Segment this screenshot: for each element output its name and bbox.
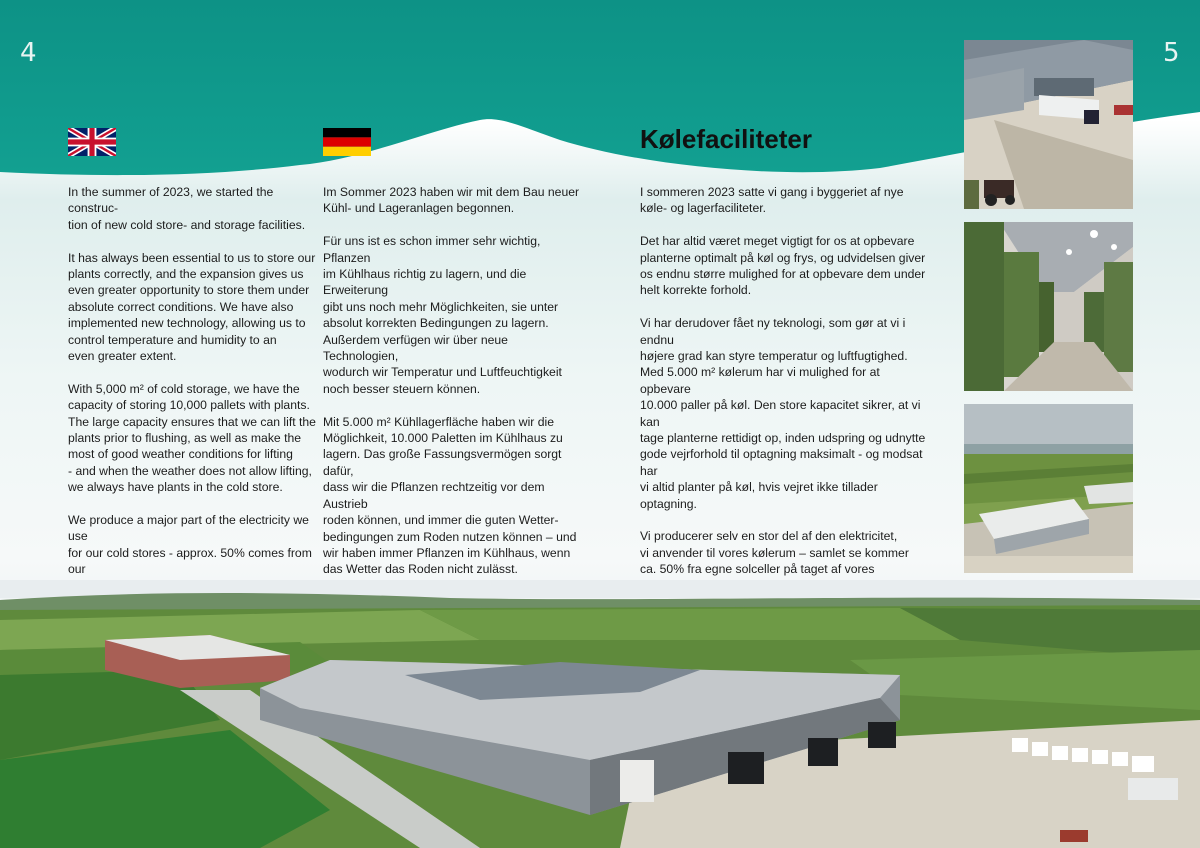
photo-cold-store-interior <box>964 222 1133 391</box>
page-title: Kølefaciliteter <box>640 124 812 154</box>
page-number-right: 5 <box>1163 38 1180 68</box>
danish-paragraph: I sommeren 2023 satte vi gang i byggeriet af nye køle- og lagerfaciliteter. <box>640 185 904 216</box>
danish-paragraph: Vi producerer selv en stor del af den elektricitet, vi anvender til vores kølerum – samlet se kommer ca. 50% fra egne solceller på taget af vores <box>640 529 909 577</box>
english-paragraph: It has always been essential to us to store our plants correctly, and the expansion gives us even greater opportunity to store them under absolute correct conditions. We have also implemented new technology, allowing us to control temperature and humidity to an even greater extent. <box>68 250 316 364</box>
photo-warehouse-yard <box>964 40 1133 209</box>
danish-paragraph: Det har altid været meget vigtigt for os at opbevare planterne optimalt på køl og frys, og udvidelsen giver os endnu større mulighed for at opbevare dem under helt korrekte forhold. <box>640 234 926 298</box>
germany-flag-icon <box>323 128 371 156</box>
english-paragraph: In the summer of 2023, we started the construc- tion of new cold store- and storage facilities. <box>68 185 306 232</box>
danish-paragraph: Vi har derudover fået ny teknologi, som gør at vi i endnu højere grad kan styre temperatur og luftfugtighed. Med 5.000 m² kølerum har vi mulighed for at opbevare 10.000 paller på køl. Den store kapacitet sikrer, at vi kan tage planterne rettidigt op, inden udspring og udnytte gode vejrforhold til optagning maksimalt - og modsat har vi altid planter på køl, hvis vejret ikke tillader optagning. <box>640 316 926 511</box>
german-paragraph: Mit 5.000 m² Kühllagerfläche haben wir die Möglichkeit, 10.000 Paletten im Kühlhaus zu lagern. Das große Fassungsvermögen sorgt dafür, dass wir die Pflanzen rechtzeitig vor dem Austrieb roden können, und immer die guten Wetter- bedingungen zum Roden nutzen können – und wir haben immer Pflanzen im Kühlhaus, wenn das Wetter das Roden nicht zulässt. <box>323 414 577 577</box>
english-paragraph: We produce a major part of the electricity we use for our cold stores - approx. 50% comes from our <box>68 513 312 577</box>
danish-column <box>640 184 930 611</box>
uk-flag-icon <box>68 128 116 156</box>
german-paragraph: Für uns ist es schon immer sehr wichtig, Pflanzen im Kühlhaus richtig zu lagern, und die Erweiterung gibt uns noch mehr Möglichkeiten, sie unter absolut korrekten Bedingungen zu lagern. Außerdem verfügen wir über neue Technologien, wodurch wir Temperatur und Luftfeuchtigkeit noch besser steuern können. <box>323 234 562 396</box>
english-paragraph: With 5,000 m² of cold storage, we have the capacity of storing 10,000 pallets with plants. The large capacity ensures that we can lift the plants prior to flushing, as well as make the most of good weather conditions for lifting - and when the weather does not allow lifting, we always have plants in the cold store. <box>68 381 316 495</box>
page-number-left: 4 <box>20 38 37 68</box>
photo-aerial-buildings <box>964 404 1133 573</box>
aerial-photo-facility <box>0 580 1200 848</box>
german-paragraph: Im Sommer 2023 haben wir mit dem Bau neuer Kühl- und Lageranlagen begonnen. <box>323 185 580 216</box>
english-column <box>68 184 318 611</box>
